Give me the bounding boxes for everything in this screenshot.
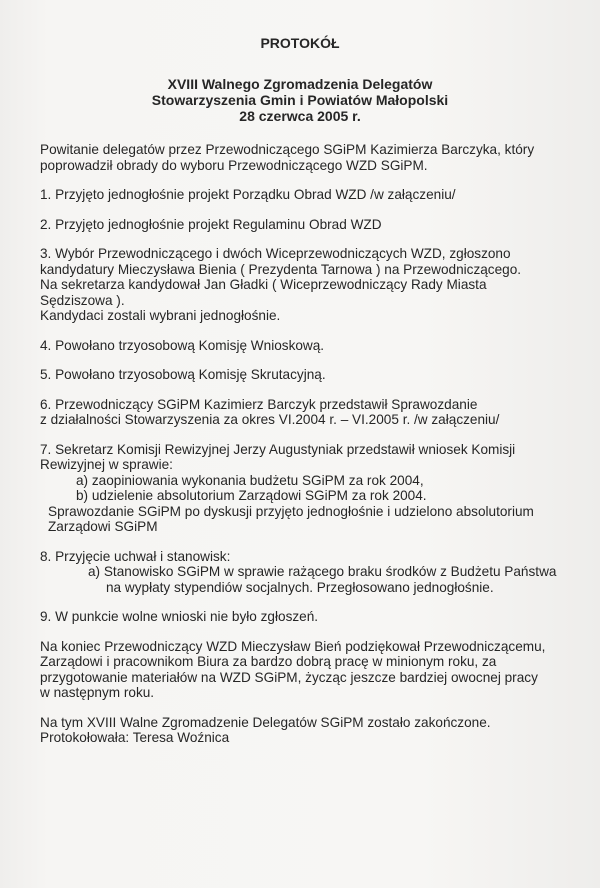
subtitle-line: Stowarzyszenia Gmin i Powiatów Małopolski — [151, 92, 449, 108]
document-subtitle — [0, 76, 600, 124]
agenda-item-1: 1. Przyjęto jednogłośnie projekt Porządku Obrad WZD /w załączeniu/ — [40, 187, 456, 202]
text-line: w następnym roku. — [40, 685, 155, 700]
text-line: Zarządowi SGiPM — [48, 519, 158, 534]
document-title: PROTOKÓŁ — [260, 35, 340, 51]
agenda-item-5: 5. Powołano trzyosobową Komisję Skrutacyjną. — [40, 367, 326, 382]
recorder-line: Protokołowała: Teresa Woźnica — [40, 730, 230, 745]
text-line: Sprawozdanie SGiPM po dyskusji przyjęto jednogłośnie i udzielono absolutorium — [48, 503, 534, 519]
text-line: 8. Przyjęcie uchwał i stanowisk: — [40, 548, 231, 564]
text-line: Sędziszowa ). — [40, 292, 125, 308]
text-line: z działalności Stowarzyszenia za okres VI.2004 r. – VI.2005 r. /w załączeniu/ — [40, 412, 500, 427]
text-line: 6. Przewodniczący SGiPM Kazimierz Barczyk przedstawił Sprawozdanie — [40, 396, 478, 412]
agenda-item-3 — [40, 246, 575, 324]
subtitle-line: XVIII Walnego Zgromadzenia Delegatów — [167, 76, 433, 92]
sub-item: a) zaopiniowania wykonania budżetu SGiPM za rok 2004, — [76, 472, 424, 488]
agenda-item-6 — [40, 397, 575, 428]
subtitle-date: 28 czerwca 2005 r. — [239, 108, 361, 124]
agenda-item-9: 9. W punkcie wolne wnioski nie było zgłoszeń. — [40, 609, 319, 624]
text-line: poprowadził obrady do wyboru Przewodniczącego WZD SGiPM. — [40, 157, 428, 173]
text-line: kandydatury Mieczysława Bienia ( Prezydenta Tarnowa ) na Przewodniczącego. — [40, 261, 522, 277]
sub-item: b) udzielenie absolutorium Zarządowi SGiPM za rok 2004. — [76, 488, 427, 503]
text-line: 7. Sekretarz Komisji Rewizyjnej Jerzy Augustyniak przedstawił wniosek Komisji — [40, 441, 516, 457]
agenda-item-8 — [40, 549, 575, 596]
text-line: Na koniec Przewodniczący WZD Mieczysław Bień podziękował Przewodniczącemu, — [40, 638, 546, 654]
agenda-item-4: 4. Powołano trzyosobową Komisję Wnioskową. — [40, 337, 325, 353]
closing-paragraph — [40, 639, 575, 701]
intro-paragraph — [40, 142, 575, 173]
agenda-item-7 — [40, 442, 575, 535]
sub-item: na wypłaty stypendiów socjalnych. Przegłosowano jednogłośnie. — [106, 579, 494, 595]
text-line: Rewizyjnej w sprawie: — [40, 457, 173, 472]
text-line: Kandydaci zostali wybrani jednogłośnie. — [40, 308, 281, 323]
text-line: Zarządowi i pracownikom Biura za bardzo dobrą pracę w minionym roku, za — [40, 654, 497, 669]
text-line: Powitanie delegatów przez Przewodniczącego SGiPM Kazimierza Barczyka, który — [40, 142, 535, 157]
text-line: 3. Wybór Przewodniczącego i dwóch Wiceprzewodniczących WZD, zgłoszono — [40, 246, 511, 261]
text-line: Na sekretarza kandydował Jan Gładki ( Wiceprzewodniczący Rady Miasta — [40, 277, 487, 292]
agenda-item-2: 2. Przyjęto jednogłośnie projekt Regulaminu Obrad WZD — [40, 216, 382, 232]
text-line: Na tym XVIII Walne Zgromadzenie Delegatów SGiPM zostało zakończone. — [40, 714, 491, 730]
sub-item: a) Stanowisko SGiPM w sprawie rażącego braku środków z Budżetu Państwa — [88, 564, 557, 579]
final-paragraph — [40, 715, 575, 746]
text-line: przygotowanie materiałów na WZD SGiPM, życząc jeszcze bardziej owocnej pracy — [40, 669, 538, 685]
document-body — [40, 142, 575, 746]
